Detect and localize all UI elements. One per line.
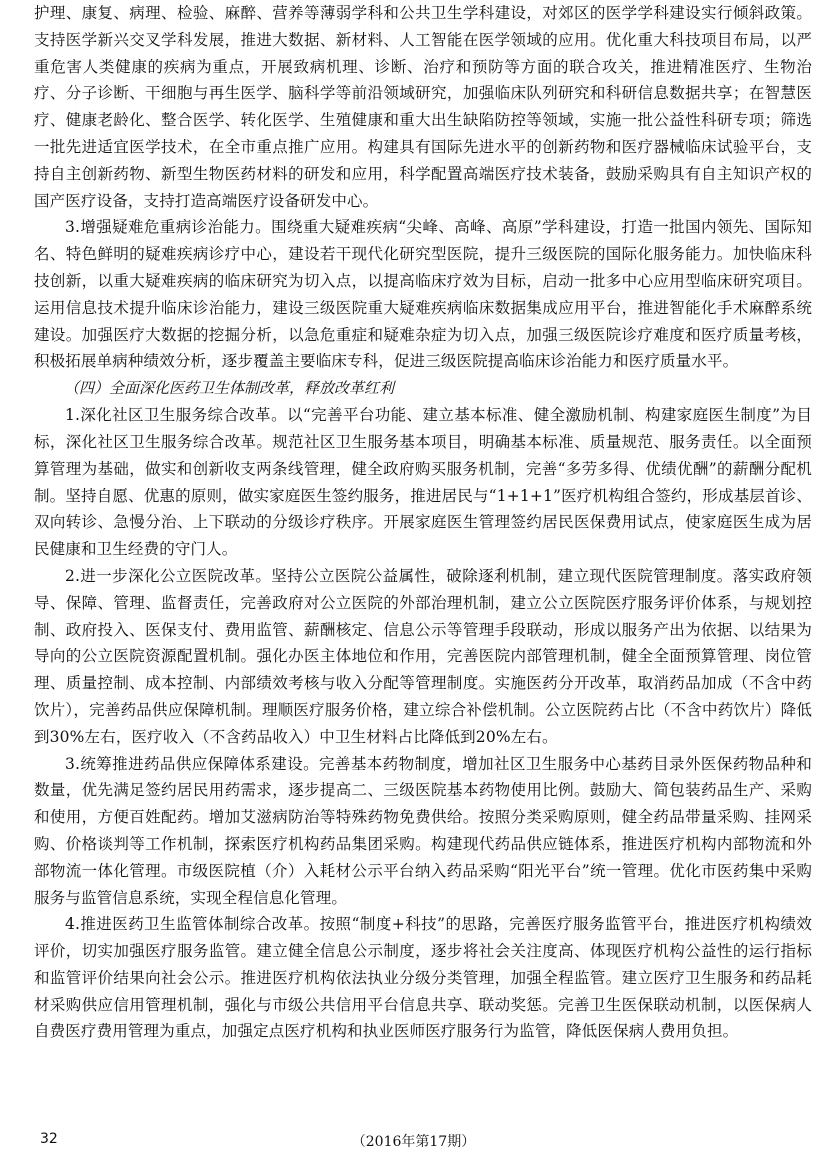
body-text xyxy=(34,0,812,1045)
issue-label: （2016年第17期） xyxy=(351,1134,476,1150)
paragraph-item-2-public-hospital: 2.进一步深化公立医院改革。坚持公立医院公益属性，破除逐利机制，建立现代医院管理制度。落实政府领导、保障、管理、监督责任，完善政府对公立医院的外部治理机制，建立公立医院医疗服务评价体系，与规划控制、政府投入、医保支付、费用监管、薪酬核定、信息公示等管理手段联动，形成以服务产出为依据、以结果为导向的公立医院资源配置机制。强化办医主体地位和作用，完善医院内部管理机制，健全全面预算管理、岗位管理、质量控制、成本控制、内部绩效考核与收入分配等管理制度。实施医药分开改革，取消药品加成（不含中药饮片），完善药品供应保障机制。理顺医疗服务价格，建立综合补偿机制。公立医院药占比（不含中药饮片）降低到30%左右，医疗收入（不含药品收入）中卫生材料占比降低到20%左右。 xyxy=(34,566,812,746)
paragraph-continued: 护理、康复、病理、检验、麻醉、营养等薄弱学科和公共卫生学科建设，对郊区的医学学科建设实行倾斜政策。支持医学新兴交叉学科发展，推进大数据、新材料、人工智能在医学领域的应用。优化重大科技项目布局，以严重危害人类健康的疾病为重点，开展致病机理、诊断、治疗和预防等方面的联合攻关，推进精准医疗、生物治疗、分子诊断、干细胞与再生医学、脑科学等前沿领域研究，加强临床队列研究和科研信息数据共享；在智慧医疗、健康老龄化、整合医学、转化医学、生殖健康和重大出生缺陷防控等领域，实施一批公益性科研专项；筛选一批先进适宜医学技术，在全市重点推广应用。构建具有国际先进水平的创新药物和医疗器械临床试验平台，支持自主创新药物、新型生物医药材料的研发和应用，科学配置高端医疗技术装备，鼓励采购具有自主知识产权的国产医疗设备，支持打造高端医疗设备研发中心。 xyxy=(34,4,812,210)
paragraph-item-4-supervision: 4.推进医药卫生监管体制综合改革。按照“制度+科技”的思路，完善医疗服务监管平台，推进医疗机构绩效评价，切实加强医疗服务监管。建立健全信息公示制度，逐步将社会关注度高、体现医疗机构公益性的运行指标和监管评价结果向社会公示。推进医疗机构依法执业分级分类管理，加强全程监管。建立医疗卫生服务和药品耗材采购供应信用管理机制，强化与市级公共信用平台信息共享、联动奖惩。完善卫生医保联动机制，以医保病人自费医疗费用管理为重点，加强定点医疗机构和执业医师医疗服务行为监管，降低医保病人费用负担。 xyxy=(34,915,812,1041)
paragraph-item-3-drug-supply: 3.统筹推进药品供应保障体系建设。完善基本药物制度，增加社区卫生服务中心基药目录外医保药物品种和数量，优先满足签约居民用药需求，逐步提高二、三级医院基本药物使用比例。鼓励大、简包装药品生产、采购和使用，方便百姓配药。增加艾滋病防治等特殊药物免费供给。按照分类采购原则，健全药品带量采购、挂网采购、价格谈判等工作机制，探索医疗机构药品集团采购。构建现代药品供应链体系，推进医疗机构内部物流和外部物流一体化管理。市级医院植（介）入耗材公示平台纳入药品采购“阳光平台”统一管理。优化市医药集中采购服务与监管信息系统，实现全程信息化管理。 xyxy=(34,754,812,907)
section-heading: （四）全面深化医药卫生体制改革，释放改革红利 xyxy=(64,379,395,398)
paragraph-item-1-community: 1.深化社区卫生服务综合改革。以“完善平台功能、建立基本标准、健全激励机制、构建家庭医生制度”为目标，深化社区卫生服务综合改革。规范社区卫生服务基本项目，明确基本标准、质量规范、服务责任。以全面预算管理为基础，做实和创新收支两条线管理，健全政府购买服务机制，完善“多劳多得、优绩优酬”的薪酬分配机制。坚持自愿、优惠的原则，做实家庭医生签约服务，推进居民与“1+1+1”医疗机构组合签约，形成基层首诊、双向转诊、急慢分治、上下联动的分级诊疗秩序。开展家庭医生管理签约居民医保费用试点，使家庭医生成为居民健康和卫生经费的守门人。 xyxy=(34,406,812,559)
page-number: 32 xyxy=(40,1131,58,1147)
paragraph-item-3-diagnosis: 3.增强疑难危重病诊治能力。围绕重大疑难疾病“尖峰、高峰、高原”学科建设，打造一批国内领先、国际知名、特色鲜明的疑难疾病诊疗中心，建设若干现代化研究型医院，提升三级医院的国际化服务能力。加快临床科技创新，以重大疑难疾病的临床研究为切入点，以提高临床疗效为目标，启动一批多中心应用型临床研究项目。运用信息技术提升临床诊治能力，建设三级医院重大疑难疾病临床数据集成应用平台，推进智能化手术麻醉系统建设。加强医疗大数据的挖掘分析，以急危重症和疑难杂症为切入点，加强三级医院诊疗难度和医疗质量考核，积极拓展单病种绩效分析，逐步覆盖主要临床专科，促进三级医院提高临床诊治能力和医疗质量水平。 xyxy=(34,218,812,371)
